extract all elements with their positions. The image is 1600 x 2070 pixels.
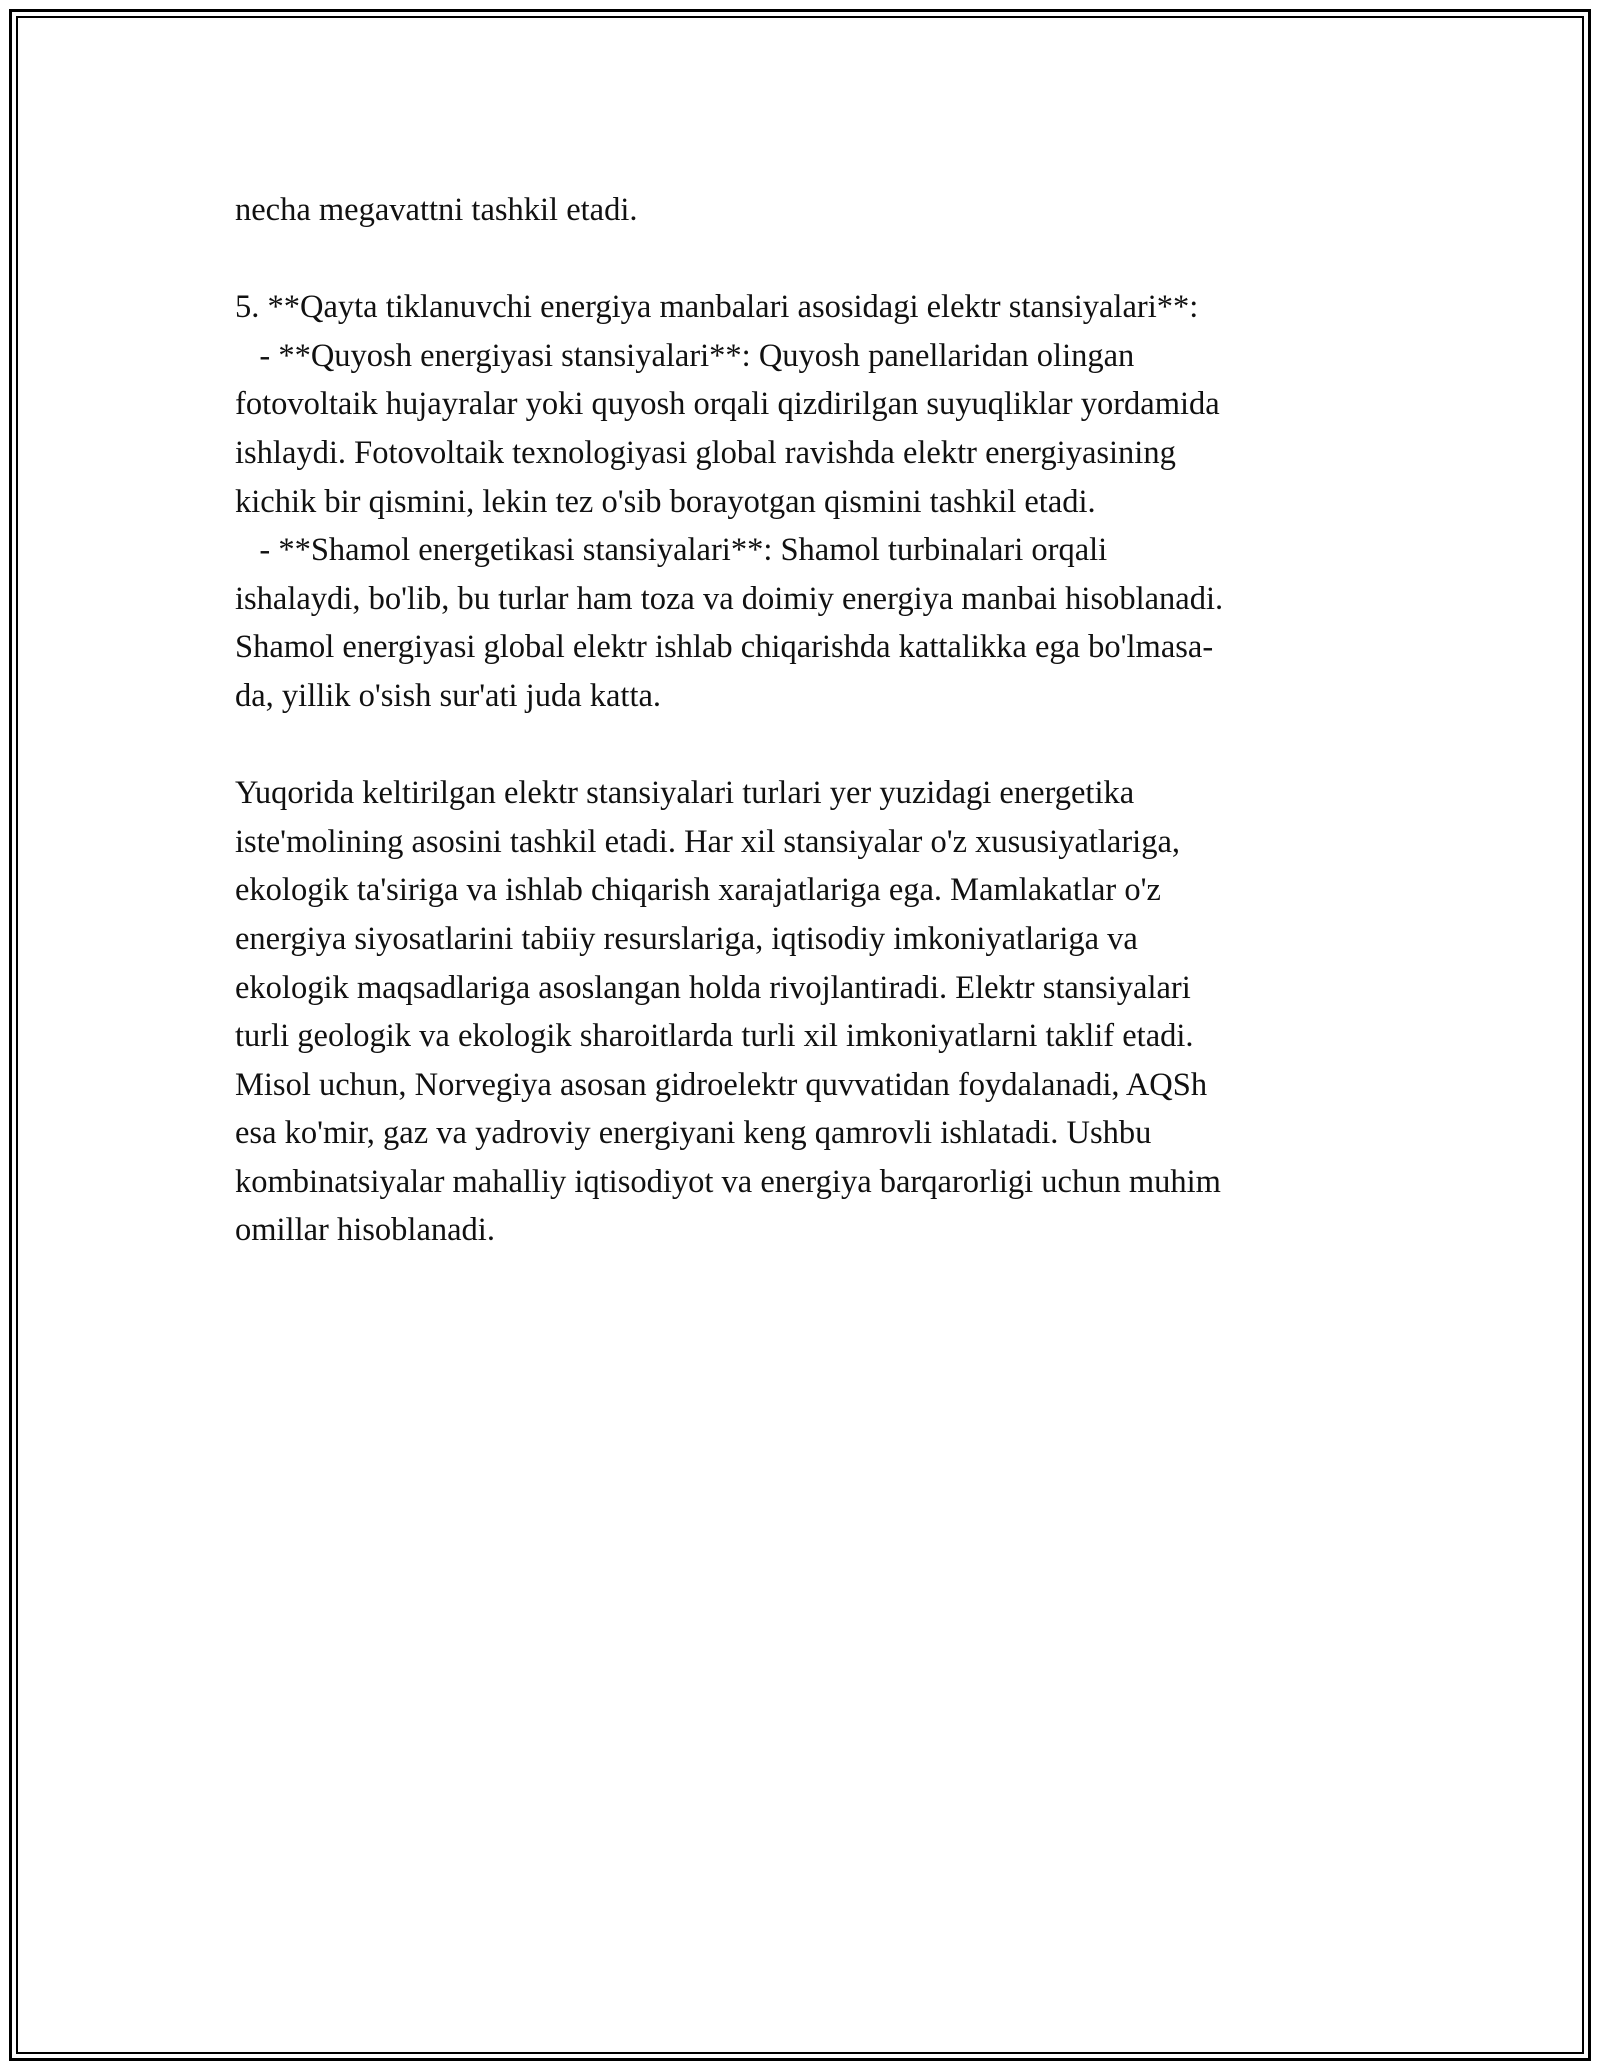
text-line: Misol uchun, Norvegiya asosan gidroelektr quvvatidan foydalanadi, AQSh (235, 1066, 1208, 1103)
text-line: fotovoltaik hujayralar yoki quyosh orqali qizdirilgan suyuqliklar yordamida (235, 386, 1220, 423)
text-line: kichik bir qismini, lekin tez o'sib borayotgan qismini tashkil etadi. (235, 483, 1096, 520)
text-line: da, yillik o'sish sur'ati juda katta. (235, 677, 662, 714)
text-line: Shamol energiyasi global elektr ishlab chiqarishda kattalikka ega bo'lmasa- (235, 629, 1214, 666)
text-line: energiya siyosatlarini tabiiy resurslariga, iqtisodiy imkoniyatlariga va (235, 920, 1138, 957)
document-text (235, 186, 1375, 1255)
text-line: - **Quyosh energiyasi stansiyalari**: Quyosh panellaridan olingan (235, 337, 1135, 374)
text-line: ekologik ta'siriga va ishlab chiqarish xarajatlariga ega. Mamlakatlar o'z (235, 872, 1161, 909)
text-line: Yuqorida keltirilgan elektr stansiyalari turlari yer yuzidagi energetika (235, 775, 1135, 812)
text-line: turli geologik va ekologik sharoitlarda turli xil imkoniyatlarni taklif etadi. (235, 1018, 1194, 1055)
text-line: iste'molining asosini tashkil etadi. Har xil stansiyalar o'z xususiyatlariga, (235, 823, 1181, 860)
text-line: ishalaydi, bo'lib, bu turlar ham toza va doimiy energiya manbai hisoblanadi. (235, 580, 1224, 617)
blank-line (235, 235, 1375, 284)
text-line: - **Shamol energetikasi stansiyalari**: Shamol turbinalari orqali (235, 532, 1108, 569)
text-line: kombinatsiyalar mahalliy iqtisodiyot va energiya barqarorligi uchun muhim (235, 1163, 1221, 1200)
text-line: necha megavattni tashkil etadi. (235, 192, 638, 228)
text-line: ishlaydi. Fotovoltaik texnologiyasi global ravishda elektr energiyasining (235, 434, 1176, 471)
text-line: 5. **Qayta tiklanuvchi energiya manbalari asosidagi elektr stansiyalari**: (235, 289, 1199, 326)
blank-line (235, 721, 1375, 770)
text-line: omillar hisoblanadi. (235, 1212, 495, 1249)
text-line: esa ko'mir, gaz va yadroviy energiyani keng qamrovli ishlatadi. Ushbu (235, 1115, 1152, 1152)
text-line: ekologik maqsadlariga asoslangan holda rivojlantiradi. Elektr stansiyalari (235, 969, 1191, 1006)
